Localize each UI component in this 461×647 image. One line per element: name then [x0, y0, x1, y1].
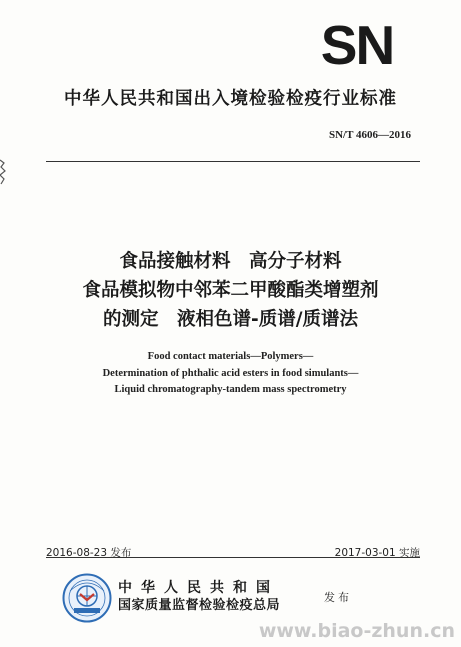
- binding-hole-mark: [0, 158, 6, 188]
- bottom-divider: [46, 557, 420, 558]
- sn-logo-text: SN: [320, 20, 394, 68]
- english-title-line-2: Determination of phthalic acid esters in food simulants—: [102, 367, 359, 379]
- issuing-authority: [118, 580, 280, 615]
- chinese-title-line-3: 的测定 液相色谱-质谱/质谱法: [103, 309, 358, 330]
- publish-label: 发布: [324, 591, 352, 604]
- issuer-line-2: 国家质量监督检验检疫总局: [118, 598, 281, 613]
- issue-date: 2016-08-23 发布: [46, 547, 132, 559]
- site-watermark: www.biao-zhun.cn: [258, 620, 455, 642]
- standard-category-title: 中华人民共和国出入境检验检疫行业标准: [64, 89, 397, 109]
- english-title: [0, 349, 461, 399]
- chinese-title: [0, 247, 461, 334]
- chinese-title-line-1: 食品接触材料 高分子材料: [119, 251, 342, 272]
- sn-logo: [309, 20, 405, 68]
- english-title-line-1: Food contact materials—Polymers—: [147, 351, 314, 362]
- top-divider: [46, 161, 420, 162]
- issuer-line-1: 中华人民共和国: [118, 580, 279, 596]
- chinese-title-line-2: 食品模拟物中邻苯二甲酸酯类增塑剂: [82, 280, 379, 301]
- standard-number: SN/T 4606—2016: [328, 129, 411, 141]
- aqsiq-seal-icon: [62, 573, 112, 623]
- english-title-line-3: Liquid chromatography-tandem mass spectrometry: [114, 384, 347, 395]
- implementation-date: 2017-03-01 实施: [334, 547, 420, 559]
